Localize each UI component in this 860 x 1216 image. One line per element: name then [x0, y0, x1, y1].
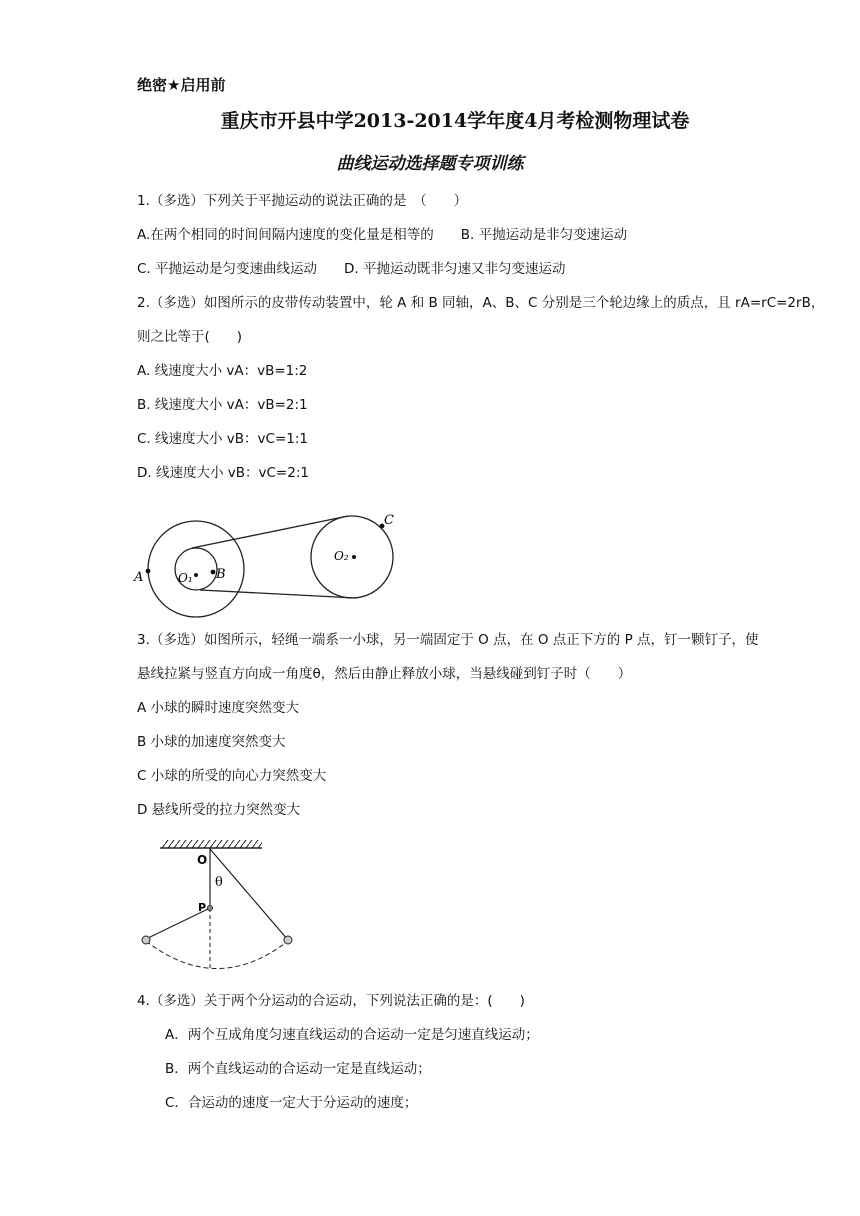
question-3-option-d: D 悬线所受的拉力突然变大 — [137, 802, 301, 818]
question-1-options-line-2: C. 平抛运动是匀变速曲线运动 D. 平抛运动既非匀速又非匀变速运动 — [137, 261, 566, 277]
belt-drive-figure — [130, 505, 410, 620]
nail-p — [207, 905, 212, 910]
secret-label: 绝密★启用前 — [137, 76, 226, 94]
point-b — [211, 570, 216, 575]
pendulum-figure — [135, 836, 275, 978]
question-3-stem-line-1: 3.（多选）如图所示，轻绳一端系一小球，另一端固定于 O 点，在 O 点正下方的 P 点，钉一颗钉子，使 — [137, 632, 759, 648]
question-2-stem-line-2: 则之比等于( ) — [137, 329, 243, 345]
label-o2: O₂ — [334, 549, 349, 563]
label-a: A — [134, 570, 144, 585]
question-3-option-b: B 小球的加速度突然变大 — [137, 734, 286, 750]
question-4-option-a: A．两个互成角度匀速直线运动的合运动一定是匀速直线运动； — [165, 1027, 539, 1043]
ball-left — [142, 936, 150, 944]
belt-lower — [200, 590, 356, 598]
point-a — [146, 569, 151, 574]
axis-o2 — [352, 555, 356, 559]
label-b: B — [216, 567, 226, 582]
ball-right — [284, 936, 292, 944]
label-o: O — [197, 853, 208, 867]
string-initial — [210, 849, 288, 940]
question-3-option-c: C 小球的所受的向心力突然变大 — [137, 768, 327, 784]
question-2-option-d: D. 线速度大小 vB：vC=2:1 — [137, 465, 309, 481]
label-c: C — [384, 513, 394, 528]
label-p: P — [198, 901, 207, 914]
question-1-options-line-1: A.在两个相同的时间间隔内速度的变化量是相等的 B. 平抛运动是非匀变速运动 — [137, 227, 628, 243]
question-4-option-c: C．合运动的速度一定大于分运动的速度； — [165, 1095, 418, 1111]
question-2-stem-line-1: 2.（多选）如图所示的皮带传动装置中，轮 A 和 B 同轴，A、B、C 分别是三个轮边缘上的质点，且 rA=rC=2rB， — [137, 295, 825, 311]
page-subtitle: 曲线运动选择题专项训练 — [336, 154, 524, 174]
ceiling-hatch — [162, 840, 262, 848]
question-4-option-b: B．两个直线运动的合运动一定是直线运动； — [165, 1061, 431, 1077]
question-2-option-a: A. 线速度大小 vA：vB=1:2 — [137, 363, 308, 379]
label-o1: O₁ — [178, 571, 193, 585]
question-4-stem: 4.（多选）关于两个分运动的合运动，下列说法正确的是：( ) — [137, 993, 525, 1009]
wheel-a — [148, 521, 244, 617]
page-title: 重庆市开县中学2013-2014学年度4月考检测物理试卷 — [220, 110, 690, 132]
question-2-option-c: C. 线速度大小 vB：vC=1:1 — [137, 431, 309, 447]
question-3-option-a: A 小球的瞬时速度突然变大 — [137, 700, 300, 716]
axis-o1 — [194, 573, 198, 577]
question-1-stem: 1.（多选）下列关于平抛运动的说法正确的是 （ ） — [137, 193, 468, 209]
question-2-option-b: B. 线速度大小 vA：vB=2:1 — [137, 397, 308, 413]
question-3-stem-line-2: 悬线拉紧与竖直方向成一角度θ，然后由静止释放小球，当悬线碰到钉子时（ ） — [137, 666, 632, 682]
label-theta: θ — [215, 875, 223, 890]
arc-dashed — [146, 941, 288, 969]
belt-upper — [192, 516, 348, 548]
